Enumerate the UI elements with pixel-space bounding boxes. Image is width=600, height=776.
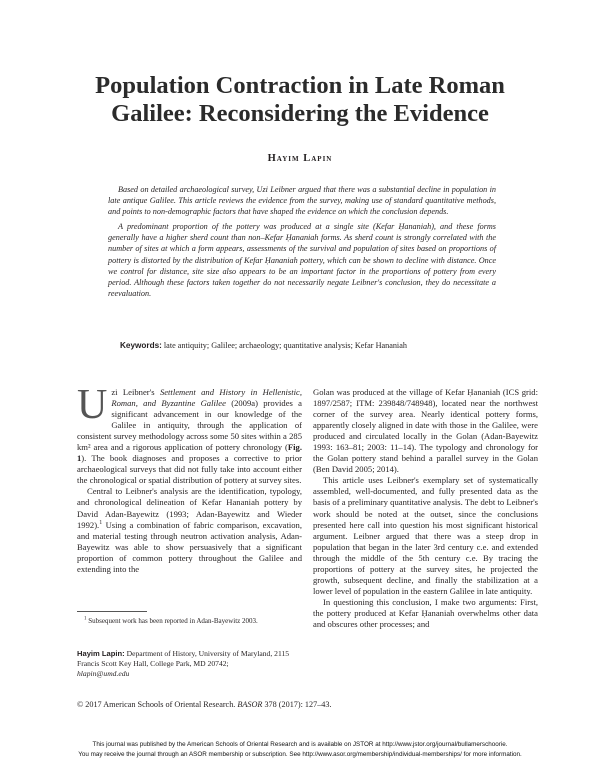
- drop-cap: U: [77, 382, 108, 428]
- book-title: Settlement and History in Hellenistic, Roman, and Byzantine Galilee: [111, 387, 302, 409]
- footnote-divider: [77, 611, 147, 612]
- copyright-suffix: 378 (2017): 127–43.: [264, 700, 332, 709]
- title-line-2: Galilee: Reconsidering the Evidence: [111, 100, 489, 127]
- affiliation-text: Department of History, University of Maryland, 2115 Francis Scott Key Hall, College Park, MD 20742;: [77, 649, 290, 668]
- footnote-number: 1: [84, 616, 87, 622]
- affiliation-name: Hayim Lapin:: [77, 649, 125, 658]
- author-affiliation: [77, 649, 302, 679]
- jstor-footer-line-2: You may receive the journal through an ASOR membership or subscription. See http://www.asor.org/membership/individual-memberships/ for more information.: [78, 751, 522, 758]
- body-paragraph-2: [77, 486, 302, 574]
- journal-name: BASOR: [237, 700, 263, 709]
- keywords-text: late antiquity; Galilee; archaeology; quantitative analysis; Kefar Hananiah: [163, 341, 407, 350]
- body-text: Using a combination of fabric comparison, excavation, and material testing through neutron activation analysis, Adan-Bayewitz was able to show persuasively that a significant proportion of common pottery throughout the Galilee and extending into the: [77, 519, 302, 574]
- copyright-line: [77, 700, 332, 709]
- footnote-marker: 1: [99, 519, 103, 526]
- article-title: [60, 72, 540, 128]
- author-name: Hayim Lapin: [267, 153, 333, 164]
- body-column-right: [313, 387, 538, 630]
- body-text: (2009a) provides a significant advancement in our knowledge of the Galilee in antiquity, through the application of consistent survey methodology across some 50 sites within a 285 km² area and a rigorous application of pottery chronology (: [77, 398, 302, 453]
- body-text: zi Leibner's: [111, 387, 160, 397]
- body-paragraph-4: This article uses Leibner's exemplary set of systematically assembled, well-documented, and fully presented data as the basis of a preliminary quantitative analysis. The debt to Leibner's work should be noted at the outset, since the conclusions presented here call into question his most significant historical argument. Leibner argued that there was a steep drop in population that began in the later 3rd century c.e. and extended through the middle of the 5th century c.e. By tracing the proportions of pottery at the survey sites, he projected the growth, subsequent decline, and finally the stabilization at a lower level of population in the eastern Galilee in late antiquity.: [313, 475, 538, 596]
- copyright-prefix: © 2017 American Schools of Oriental Research.: [77, 700, 236, 709]
- title-line-1: Population Contraction in Late Roman: [95, 72, 505, 99]
- body-text: Central to Leibner's analysis are the identification, typology, and chronological delineation of Kefar Hananiah pottery by David Adan-Bayewitz (1993; Adan-Bayewitz and Wieder 1992).: [77, 486, 302, 530]
- abstract-paragraph-2: A predominant proportion of the pottery was produced at a single site (Kefar Ḥananiah), and these forms generally have a higher sherd count than non–Kefar Ḥananiah forms. As sherd count is strongly correlated with the number of sites at which a form appears, assessments of the survival and population of sites based on proportions of pottery is distorted by the distribution of Kefar Ḥananiah pottery, which can be shown to decline with distance. Once we control for distance, site size also appears to be an important factor in the proportions of pottery from every period. Although these factors taken together do not necessarily negate Leibner's conclusion, they do necessitate a reevaluation.: [108, 222, 496, 298]
- footnote: [84, 617, 258, 625]
- abstract: [108, 184, 496, 303]
- body-paragraph-3: Golan was produced at the village of Kefar Ḥananiah (ICS grid: 1897/2587; ITM: 239848/748948), located near the northwest corner of the survey area. Nearly identical pottery forms, apparently closely aligned in date with those in the Galilee, were produced and circulated locally in the Golan (Adan-Bayewitz 1993: 163–81; 2003: 11–14). The typology and chronology for the Golan pottery stand behind a parallel survey in the Golan (Ben David 2005; 2014).: [313, 387, 538, 475]
- keywords-label: Keywords:: [120, 341, 162, 350]
- abstract-paragraph-1: Based on detailed archaeological survey, Uzi Leibner argued that there was a substantial decline in population in late antique Galilee. This article reviews the evidence from the survey, making use of standard quantitative methods, and points to non-demographic factors that have shaped the evidence on which the conclusion depends.: [108, 185, 496, 217]
- body-column-left: [77, 382, 302, 575]
- footnote-text: Subsequent work has been reported in Adan-Bayewitz 2003.: [88, 617, 258, 625]
- body-text: ). The book diagnoses and proposes a corrective to prior archaeological surveys that did not fully take into account either the chronological or spatial distribution of pottery at survey sites.: [77, 453, 302, 486]
- figure-reference: Fig. 1: [77, 442, 302, 464]
- body-paragraph-1: [77, 382, 302, 486]
- keywords: [120, 341, 520, 350]
- jstor-footer-line-1: This journal was published by the American Schools of Oriental Research and is available on JSTOR at http://www.jstor.org/journal/bullamerschoorie.: [92, 741, 508, 748]
- body-paragraph-5: In questioning this conclusion, I make two arguments: First, the pottery produced at Kefar Ḥananiah overwhelms other data and obscures other processes; and: [313, 596, 538, 629]
- author-email[interactable]: hlapin@umd.edu: [77, 669, 130, 678]
